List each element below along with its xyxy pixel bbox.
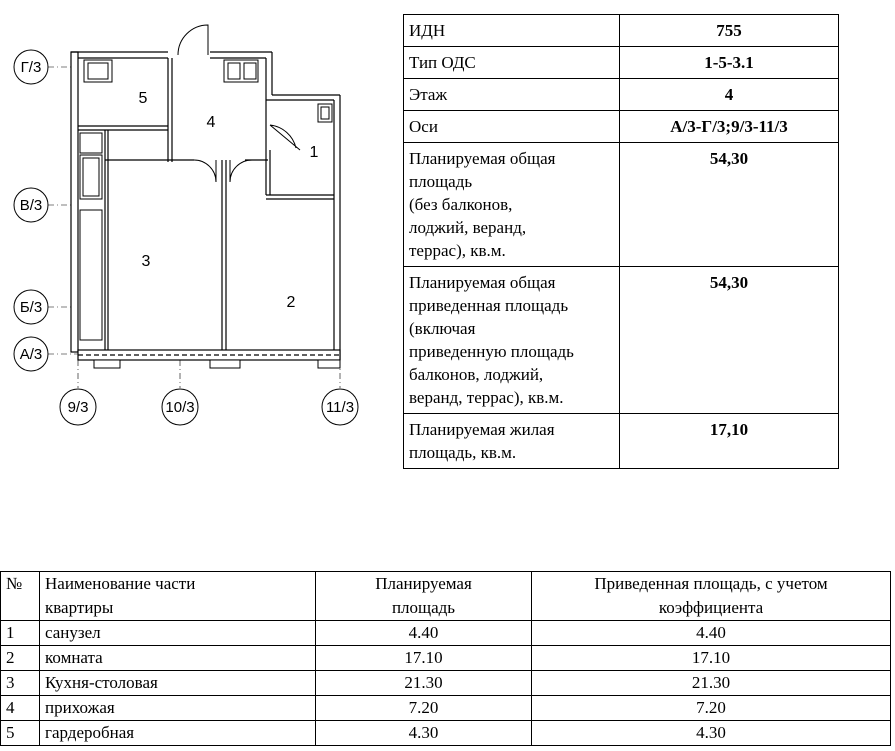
info-row	[404, 111, 839, 143]
room-num: 2	[1, 646, 40, 671]
floor-plan	[0, 0, 395, 440]
room-area: 17.10	[316, 646, 532, 671]
room-name: Кухня-столовая	[40, 671, 316, 696]
room-number: 2	[286, 294, 296, 312]
info-row	[404, 79, 839, 111]
room-number: 5	[138, 90, 148, 108]
info-key: Планируемая жилая площадь, кв.м.	[404, 414, 620, 469]
room-area: 7.20	[316, 696, 532, 721]
room-name: санузел	[40, 621, 316, 646]
info-value: 54,30	[620, 143, 839, 267]
table-row	[1, 621, 891, 646]
header-num: №	[1, 572, 40, 621]
table-row	[1, 671, 891, 696]
table-row	[1, 646, 891, 671]
info-value: А/3-Г/3;9/3-11/3	[620, 111, 839, 143]
room-area: 4.40	[316, 621, 532, 646]
rooms-table-header	[1, 572, 891, 621]
room-reduced-area: 4.30	[532, 721, 891, 746]
header-name: Наименование части квартиры	[40, 572, 316, 621]
axis-label: В/3	[19, 196, 43, 214]
info-key: Этаж	[404, 79, 620, 111]
room-num: 1	[1, 621, 40, 646]
info-key: Планируемая общая приведенная площадь (включая приведенную площадь балконов, лоджий, веранд, террас), кв.м.	[404, 267, 620, 414]
info-row	[404, 143, 839, 267]
axis-label: 11/3	[325, 398, 355, 416]
info-key: Тип ОДС	[404, 47, 620, 79]
room-reduced-area: 17.10	[532, 646, 891, 671]
room-number: 1	[309, 144, 319, 162]
info-value: 4	[620, 79, 839, 111]
room-reduced-area: 21.30	[532, 671, 891, 696]
info-row	[404, 47, 839, 79]
axis-label: 9/3	[67, 398, 89, 416]
room-number: 3	[141, 253, 151, 271]
room-reduced-area: 7.20	[532, 696, 891, 721]
wall-left	[71, 52, 78, 352]
apartment-info-table	[403, 14, 839, 469]
room-name: прихожая	[40, 696, 316, 721]
info-value: 1-5-3.1	[620, 47, 839, 79]
table-row	[1, 696, 891, 721]
header-area: Планируемая площадь	[316, 572, 532, 621]
room-area: 4.30	[316, 721, 532, 746]
axis-label: Г/3	[20, 58, 42, 76]
room-number: 4	[206, 114, 216, 132]
info-value: 54,30	[620, 267, 839, 414]
info-row	[404, 414, 839, 469]
room-num: 3	[1, 671, 40, 696]
info-key: Планируемая общая площадь (без балконов, лоджий, веранд, террас), кв.м.	[404, 143, 620, 267]
room-num: 4	[1, 696, 40, 721]
table-row	[1, 721, 891, 746]
axis-label: 10/3	[165, 398, 195, 416]
header-reduced-area: Приведенная площадь, с учетом коэффициента	[532, 572, 891, 621]
info-value: 17,10	[620, 414, 839, 469]
room-reduced-area: 4.40	[532, 621, 891, 646]
axis-label: А/3	[19, 345, 43, 363]
room-name: гардеробная	[40, 721, 316, 746]
room-area: 21.30	[316, 671, 532, 696]
info-row	[404, 15, 839, 47]
info-row	[404, 267, 839, 414]
axis-label: Б/3	[19, 298, 43, 316]
info-key: ИДН	[404, 15, 620, 47]
info-value: 755	[620, 15, 839, 47]
rooms-table	[0, 571, 891, 746]
info-key: Оси	[404, 111, 620, 143]
room-num: 5	[1, 721, 40, 746]
room-name: комната	[40, 646, 316, 671]
